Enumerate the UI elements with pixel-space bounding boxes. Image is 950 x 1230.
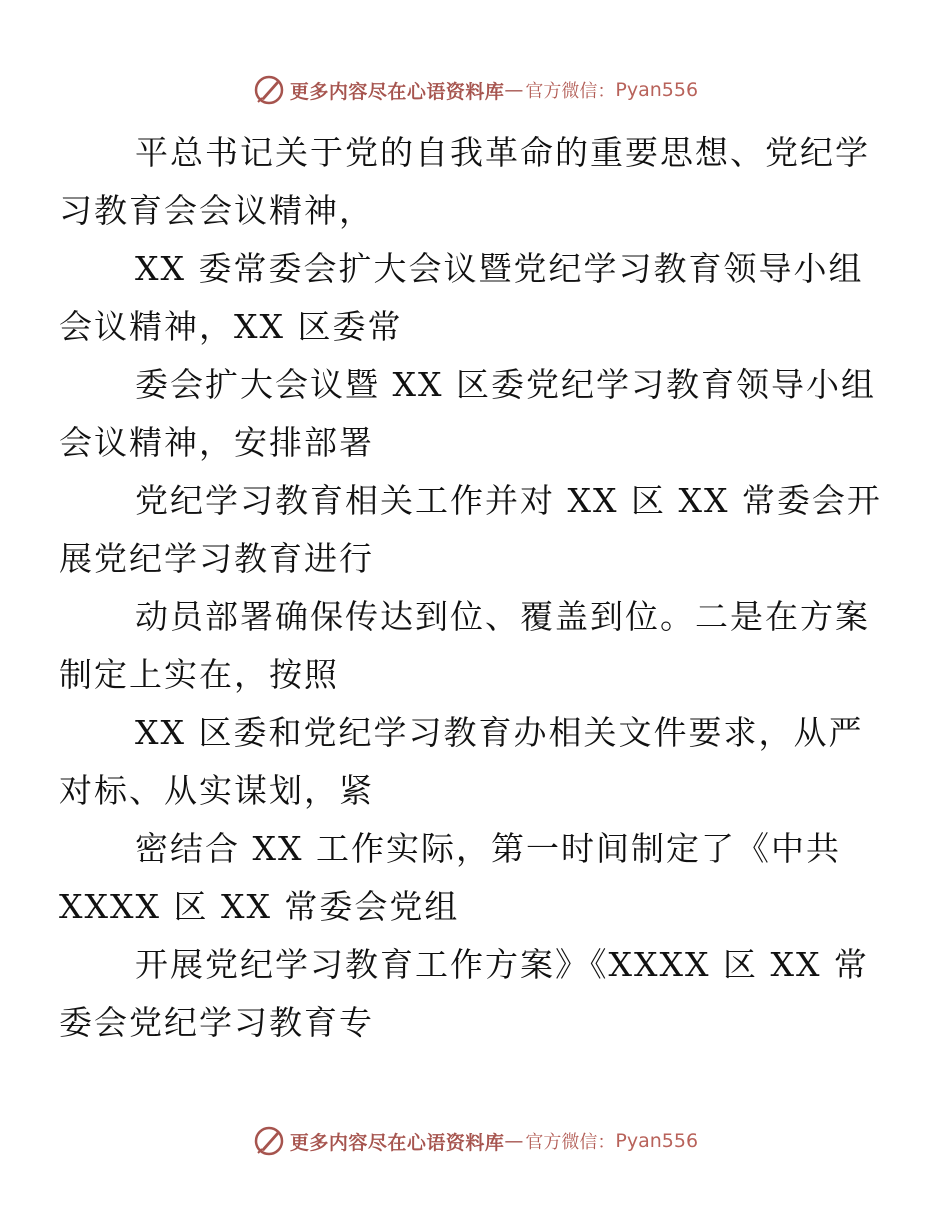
paragraph-line: 密结合 XX 工作实际，第一时间制定了《中共	[135, 829, 841, 868]
document-body	[59, 124, 882, 1052]
paragraph	[59, 704, 864, 820]
paragraph-line: XX 委常委会扩大会议暨党纪学习教育领导小组	[135, 249, 864, 288]
watermark-dash: —	[504, 1130, 524, 1152]
quill-pen-logo-icon	[252, 1124, 286, 1158]
watermark-dash: —	[504, 79, 524, 101]
paragraph-line: 动员部署确保传达到位、覆盖到位。二是在方案	[135, 597, 870, 636]
paragraph-line: 开展党纪学习教育工作方案》《XXXX 区 XX 常	[135, 945, 869, 984]
paragraph	[59, 124, 870, 240]
paragraph	[59, 240, 864, 356]
paragraph-line: 委会党纪学习教育专	[59, 1003, 374, 1042]
watermark-site-text: 更多内容尽在心语资料库	[289, 1131, 505, 1154]
paragraph-line: 平总书记关于党的自我革命的重要思想、党纪学	[135, 133, 870, 172]
watermark-site-text: 更多内容尽在心语资料库	[289, 80, 505, 103]
paragraph-line: 委会扩大会议暨 XX 区委党纪学习教育领导小组	[135, 365, 876, 404]
paragraph-line: 制定上实在，按照	[59, 655, 339, 694]
paragraph-line: 党纪学习教育相关工作并对 XX 区 XX 常委会开	[135, 481, 882, 520]
watermark-wechat-label: 官方微信：	[525, 81, 616, 102]
watermark-wechat-id: Pyan556	[615, 1130, 699, 1152]
paragraph	[59, 936, 869, 1052]
header-watermark	[0, 70, 950, 110]
paragraph-line: XX 区委和党纪学习教育办相关文件要求，从严	[135, 713, 864, 752]
paragraph-line: 习教育会会议精神，	[59, 191, 374, 230]
footer-watermark	[0, 1121, 950, 1161]
paragraph-line: XXXX 区 XX 常委会党组	[59, 887, 460, 926]
paragraph-line: 对标、从实谋划，紧	[59, 771, 374, 810]
watermark-wechat-label: 官方微信：	[525, 1132, 616, 1153]
paragraph-line: 会议精神，XX 区委常	[59, 307, 403, 346]
paragraph	[59, 588, 870, 704]
paragraph	[59, 356, 876, 472]
paragraph	[59, 820, 857, 936]
quill-pen-logo-icon	[252, 73, 286, 107]
watermark-wechat-id: Pyan556	[615, 79, 699, 101]
paragraph-line: 展党纪学习教育进行	[59, 539, 374, 578]
paragraph-line: 会议精神，安排部署	[59, 423, 374, 462]
paragraph	[59, 472, 882, 588]
